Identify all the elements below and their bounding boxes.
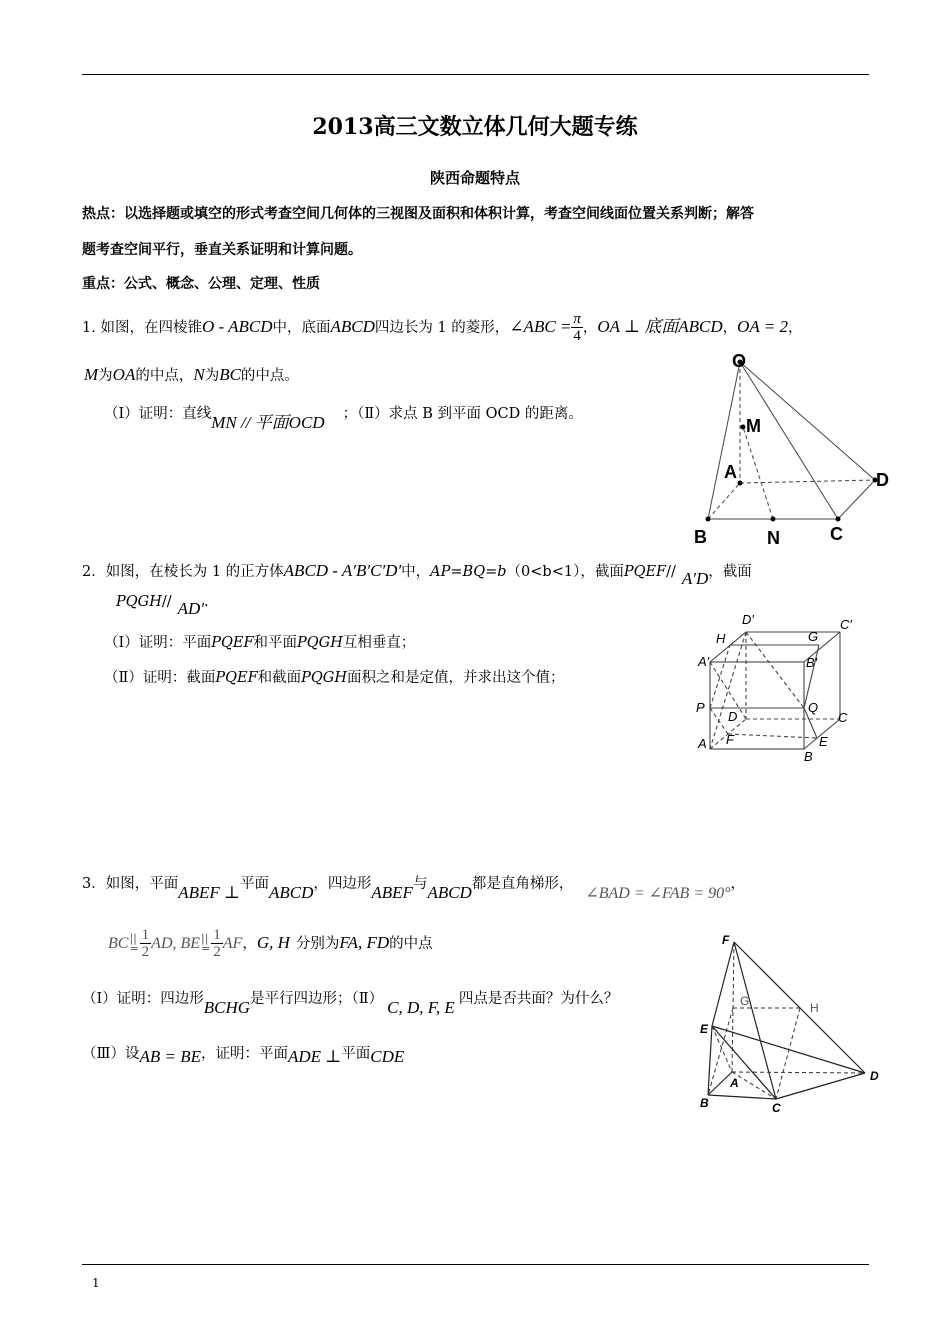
label-Bprime: B′ [806,655,818,670]
label-B: B [700,1096,709,1110]
hotspot-line2: 题考查空间平行，垂直关系证明和计算问题。 [82,242,362,258]
label-M: M [746,416,761,436]
label-H: H [810,1001,819,1015]
label-C: C [772,1101,781,1115]
page-number: 1 [92,1276,100,1290]
label-F: F [722,933,730,947]
hotspot-line1: 热点：以选择题或填空的形式考查空间几何体的三视图及面积和体积计算，考查空间线面位置关系判断；解答 [82,206,754,222]
label-Q: Q [808,700,819,715]
problem-1-questions: （Ⅰ）证明：直线MN // 平面OCD ；（Ⅱ）求点 B 到平面 OCD 的距离。 [104,406,583,432]
label-D: D [728,709,738,724]
problem-2-q2: （Ⅱ）证明：截面PQEF和截面PQGH面积之和是定值，并求出这个值； [104,670,565,686]
label-C: C [838,710,848,725]
label-A: A [730,1076,739,1090]
figure-1-pyramid [690,345,900,550]
pi-over-4: $\frac{\pi}{4}$ [573,311,581,344]
problem-3-q1: （Ⅰ）证明：四边形BCHG是平行四边形；（Ⅱ） C, D, F, E 四点是否共面？为什么？ [82,991,619,1017]
label-G: G [740,994,750,1008]
problem-2-q1: （Ⅰ）证明：平面PQEF和平面PQGH互相垂直； [104,635,416,651]
problem-1-line1: 1. 如图，在四棱锥O - ABCD中，底面ABCD四边长为 1 的菱形，∠ABC = $\frac{\pi}{4}$ ，OA ⊥ 底面ABCD，OA = 2， [82,311,803,344]
label-B: B [804,749,813,764]
label-D: D [876,470,889,490]
footer-rule [82,1264,869,1265]
problem-1-line2: M为OA的中点，N为BC的中点。 [84,365,299,384]
label-Dprime: D′ [742,612,754,627]
label-H: H [716,631,726,646]
page-subtitle: 陕西命题特点 [429,169,520,187]
page-title: 2013高三文数立体几何大题专练 [312,114,638,140]
label-Cprime: C′ [840,617,852,632]
label-N: N [767,528,780,548]
label-F: F [726,732,734,747]
problem-3-line2: BC|| = $\frac{1}{2}$ AD, BE|| = $\frac{1}{2}$ AF，G, H 分别为FA, FD的中点 [108,927,433,960]
problem-2-line1: 2．如图，在棱长为 1 的正方体ABCD - A′B′C′D′中，AP=BQ=b（0<b<1），截面PQEF// A′D，截面 [82,561,752,588]
figure-3-solid [690,930,890,1120]
label-P: P [696,700,705,715]
label-A: A [698,736,707,751]
problem-3-q3: （Ⅲ）设AB = BE，证明：平面ADE ⊥平面CDE [82,1046,405,1066]
figure-2-cube [690,605,870,765]
problem-2-line2: PQGH// AD′. [116,594,209,618]
label-B: B [694,527,707,547]
label-O: O [732,351,747,371]
label-E: E [819,734,828,749]
label-D: D [870,1069,879,1083]
focus-line: 重点：公式、概念、公理、定理、性质 [82,276,320,292]
label-E: E [700,1022,709,1036]
label-Aprime: A′ [698,654,710,669]
label-A: A [724,462,737,482]
problem-3-line1: 3．如图，平面ABEF ⊥平面ABCD，四边形ABEF与ABCD都是直角梯形，∠BAD = ∠FAB = 90°， [82,876,746,902]
label-G: G [808,629,819,644]
label-C: C [830,524,843,544]
header-rule [82,74,869,75]
